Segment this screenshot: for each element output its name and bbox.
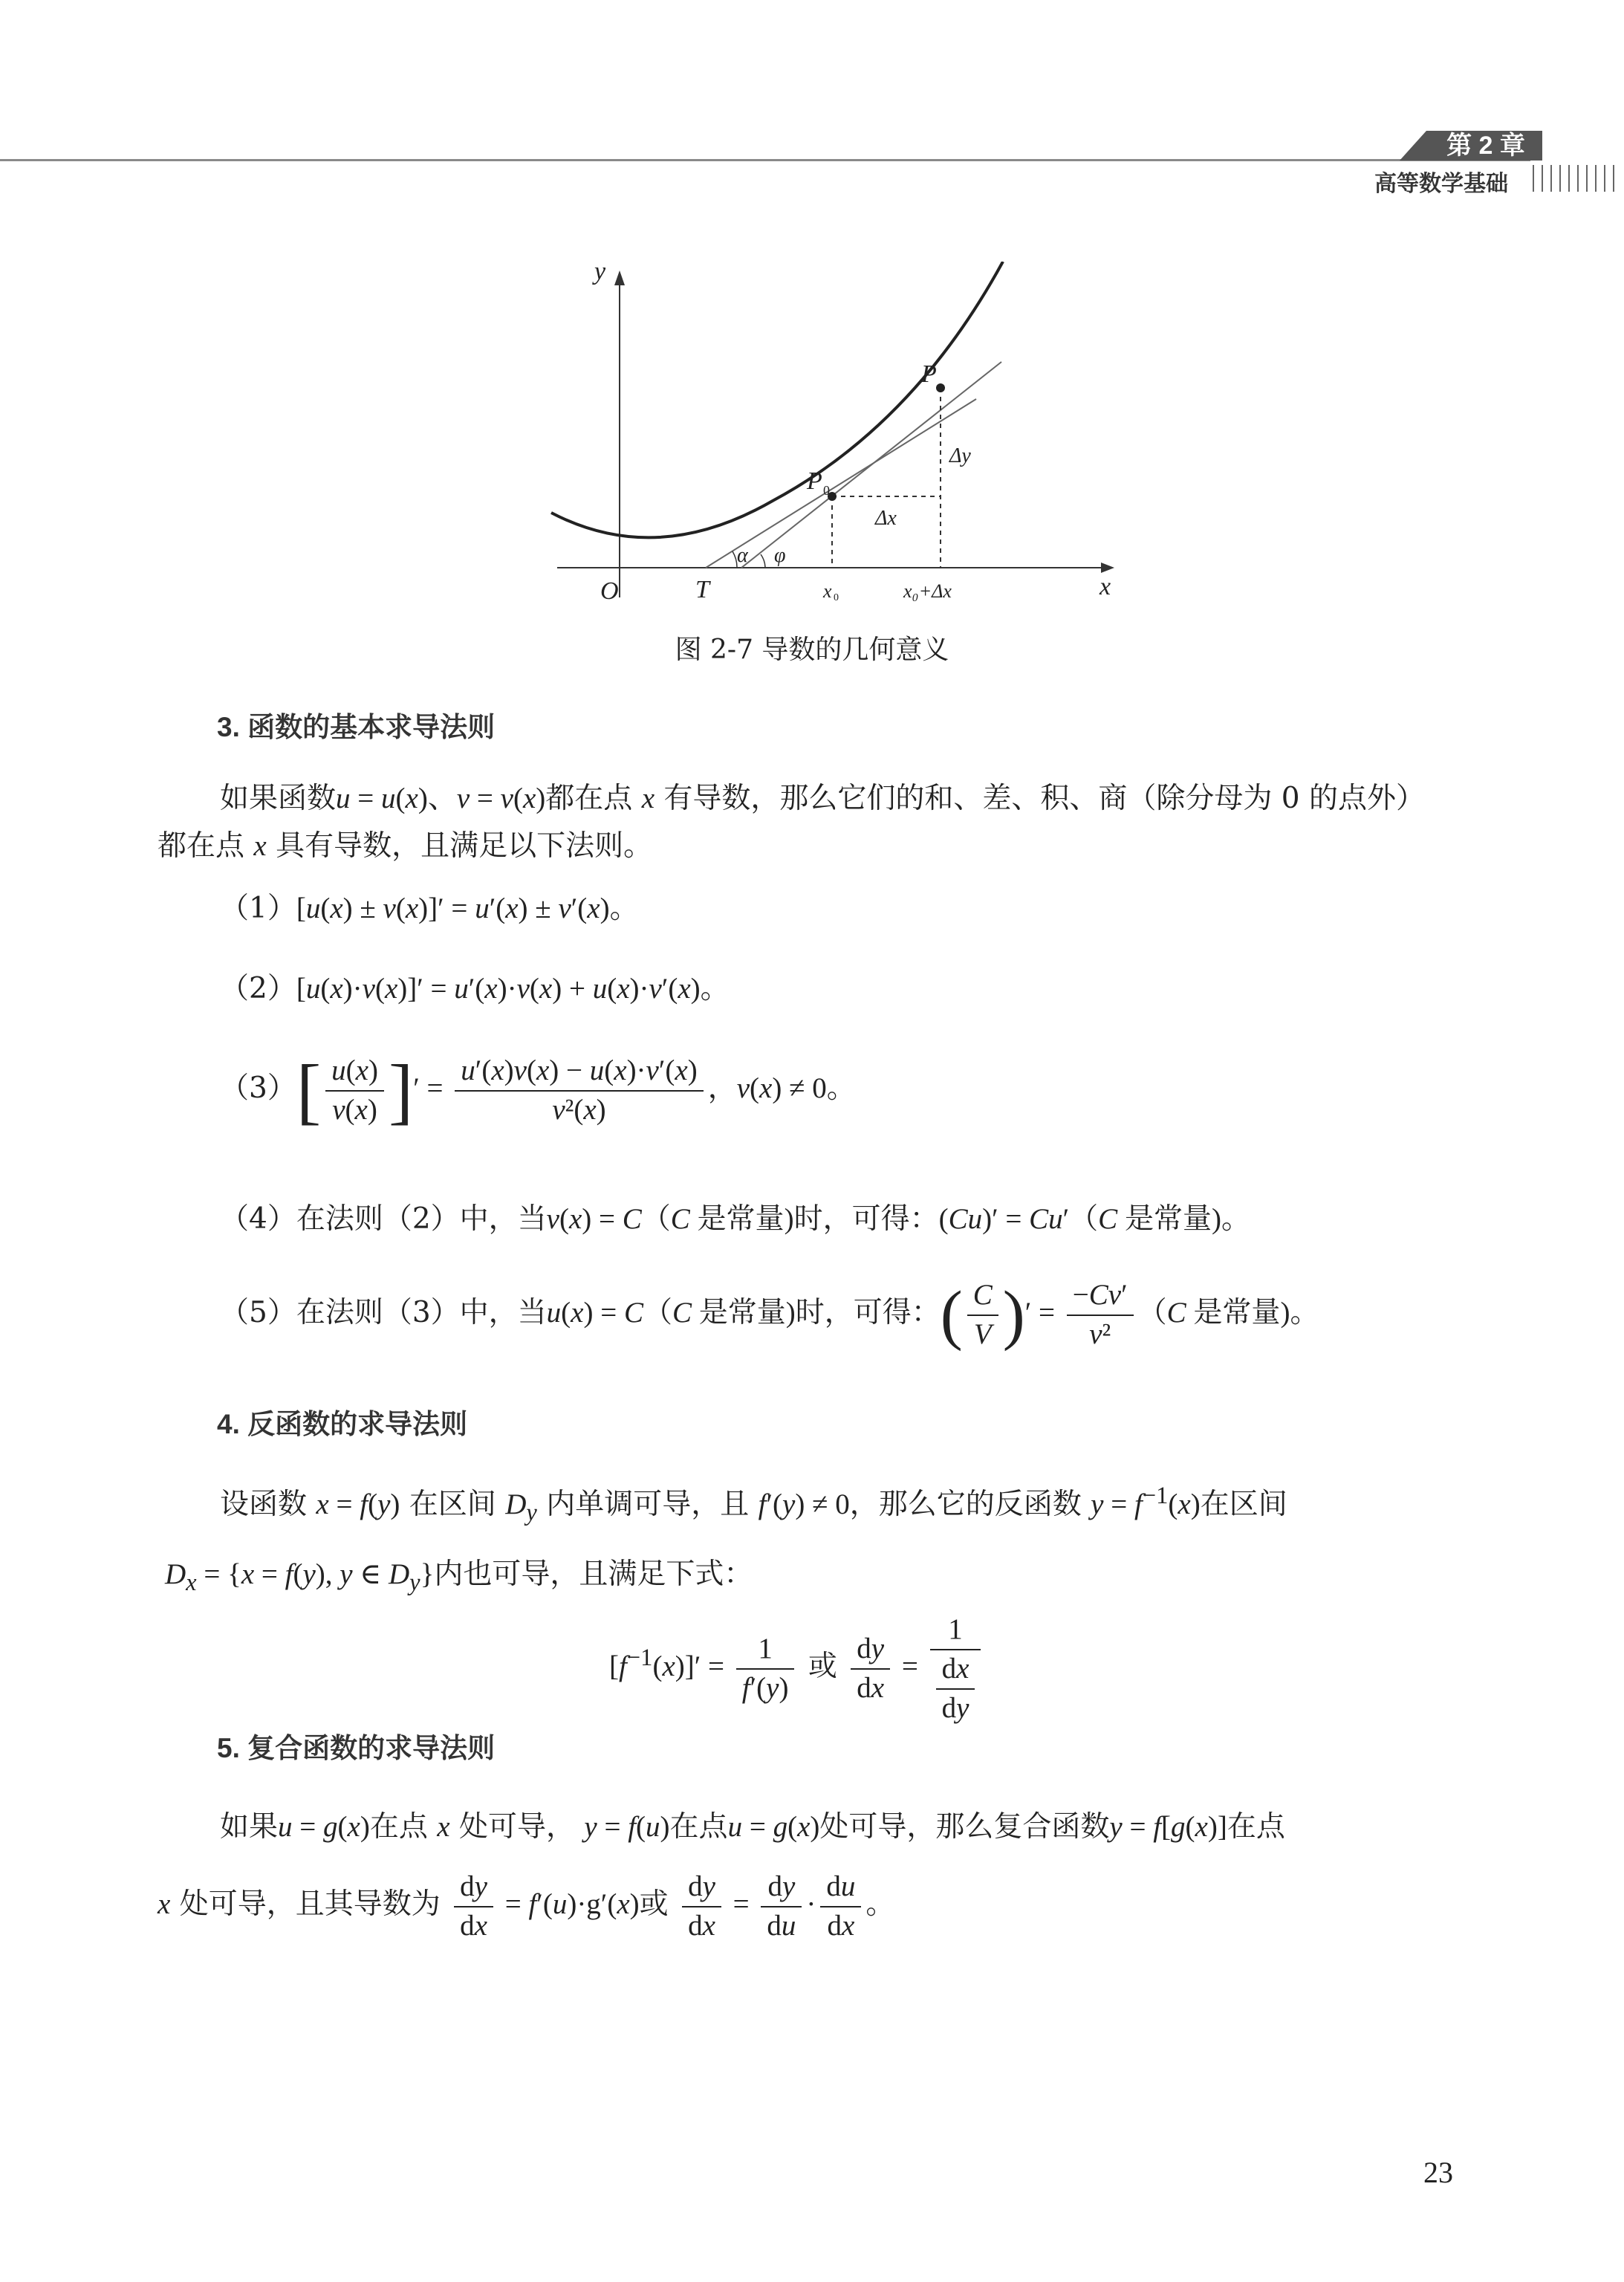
inverse-derivative-formula: $[f^{-1}(x)]'$ = $\frac{1}{f'(y)}$ 或 $\frac{dy}{dx}$ = $\frac{1}{\frac{dx}{dy}}$ <box>609 1612 985 1725</box>
tangent-line <box>706 399 976 568</box>
label-P0-sub: 0 <box>823 483 830 498</box>
label-P: P <box>921 360 937 388</box>
sec4-line2: $D_x = \{x = f(y)$, y ∈ $D_y$}内也可导，且满足下式： <box>165 1557 753 1596</box>
label-dy: Δy <box>949 444 971 467</box>
header-ticks-decoration <box>1530 165 1620 192</box>
figure-caption: 图 2-7 导数的几何意义 <box>675 635 949 665</box>
label-x0: x <box>823 580 832 602</box>
section-5-heading: 5. 复合函数的求导法则 <box>217 1733 496 1763</box>
rule-1: （1）[u(x) ± v(x)]′ = u′(x) ± v′(x)。 <box>220 892 639 925</box>
x-axis-arrow <box>1101 563 1114 573</box>
label-x-axis: x <box>1100 573 1111 600</box>
page-number: 23 <box>1423 2156 1453 2189</box>
label-y-axis: y <box>594 262 606 285</box>
y-axis-arrow <box>614 270 625 285</box>
sec5-line2: x 处可导，且其导数为 $\frac{dy}{dx}$ = f′(u)·g′(x)或 $\frac{dy}{dx}$ = $\frac{dy}{du}$ · $\frac{du}{dx}$ 。 <box>157 1870 895 1942</box>
label-P0: P <box>807 467 822 495</box>
label-T: T <box>695 576 709 603</box>
angle-phi-arc <box>761 554 765 568</box>
derivative-geometry-figure <box>542 262 1122 603</box>
label-x0-sub: 0 <box>834 592 839 603</box>
sec4-line1: 设函数 x = f(y) 在区间 $D_y$ 内单调可导，且 f′(y) ≠ 0，那么它的反函数 $y = f^{-1}(x)$在区间 <box>220 1482 1287 1526</box>
rule-2: （2）[u(x)·v(x)]′ = u′(x)·v(x) + u(x)·v′(x)。 <box>220 972 730 1005</box>
label-phi: φ <box>774 544 786 567</box>
chapter-label: 第 2 章 <box>1446 132 1525 160</box>
sec3-intro-line2: 都在点 x 具有导数，且满足以下法则。 <box>157 829 653 863</box>
point-P <box>936 383 945 392</box>
rule-5: （5）在法则（3）中，当u(x) = C（C 是常量)时，可得：( $\frac{C}{V}$ )′ = $\frac{-Cv'}{\text{v²}}$ （C 是常量)。 <box>220 1277 1319 1352</box>
label-dx: Δx <box>875 507 897 530</box>
sec5-line1: 如果u = g(x)在点 x 处可导， y = f(u)在点u = g(x)处可导，那么复合函数y = f[g(x)]在点 <box>220 1810 1285 1844</box>
header-rule <box>0 159 1530 161</box>
section-4-heading: 4. 反函数的求导法则 <box>217 1409 468 1439</box>
label-alpha: α <box>737 544 748 567</box>
book-title: 高等数学基础 <box>1374 172 1508 196</box>
sec3-intro-line1: 如果函数u = u(x)、v = v(x)都在点 x 有导数，那么它们的和、差、积、商（除分母为 0 的点外） <box>220 782 1426 815</box>
section-3-heading: 3. 函数的基本求导法则 <box>217 712 496 742</box>
label-x0-plus-dx: x₀+Δx <box>903 580 952 602</box>
rule-3: （3）[ $\frac{u(x)}{v(x)}$ ]′ = $\frac{u'(x)v(x) - u(x)\cdot v'(x)}{\text{v²(x)}}$ ，v(x) ≠ 0。 <box>220 1049 856 1132</box>
label-origin: O <box>600 577 619 603</box>
rule-4: （4）在法则（2）中，当v(x) = C（C 是常量)时，可得：(Cu)′ = Cu′（C 是常量)。 <box>220 1202 1250 1236</box>
